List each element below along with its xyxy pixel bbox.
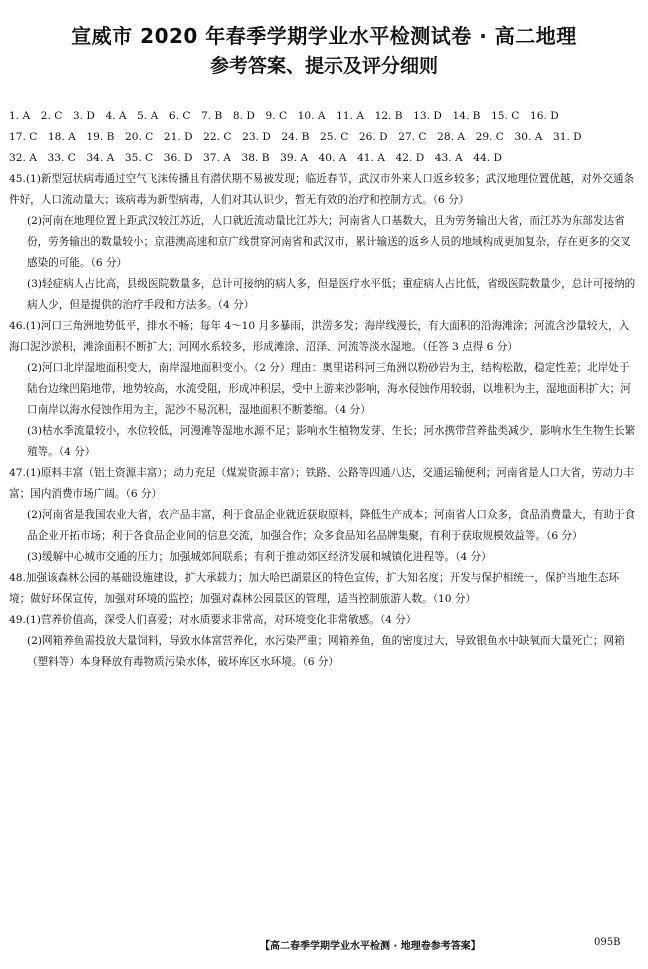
- question-part: (2)网箱养鱼需投放大量饲料，导致水体富营养化，水污染严重；网箱养鱼，鱼的密度过大，导致银鱼水中缺氧而大量死亡；网箱（塑料等）本身释放有毒物质污染水体，破坏库区水环境。（6 分）: [27, 635, 625, 668]
- document-subtitle: 参考答案、提示及评分细则: [209, 55, 438, 77]
- document-code: 095B: [594, 937, 621, 948]
- question-47: [9, 463, 639, 568]
- question-part: 49.(1)营养价值高，深受人们喜爱；对水质要求非常高，对环境变化非常敏感。（4 分）: [9, 614, 417, 626]
- question-number: 45.: [9, 173, 26, 185]
- question-part: (2)河南省是我国农业大省，农产品丰富，利于食品企业就近获取原料，降低生产成本；河南省人口众多，食品消费量大，有助于食品企业开拓市场；利于各食品企业间的信息交流，加强合作；众多食品知名品牌集聚，有利于获取规模效益等。（6 分）: [27, 509, 636, 542]
- answer-line: 17. C 18. A 19. B 20. C 21. D 22. C 23. D 24. B 25. C 26. D 27. C 28. A 29. C 30. A 31. D: [9, 131, 582, 143]
- content-area: [9, 106, 639, 673]
- answer-line: 32. A 33. C 34. A 35. C 36. D 37. A 38. B 39. A 40. A 41. A 42. D 43. A 44. D: [9, 152, 502, 164]
- document-title: 宣威市 2020 年春季学期学业水平检测试卷 · 高二地理: [71, 24, 577, 48]
- question-45: [9, 169, 639, 316]
- answer-line: 1. A 2. C 3. D 4. A 5. A 6. C 7. B 8. D 9. C 10. A 11. A 12. B 13. D 14. B 15. C 16. D: [9, 110, 559, 122]
- question-48: [9, 568, 639, 610]
- question-number: 49.: [9, 614, 26, 626]
- question-part: 46.(1)河口三角洲地势低平，排水不畅；每年 4～10 月多暴雨，洪涝多发；海岸线漫长，有大面积的沿海滩涂；河流含沙量较大，入海口泥沙淤积，滩涂面积不断扩大；河网水系较多，形成滩涂、沼泽、河流等淡水湿地。（任答 3 点得 6 分）: [9, 320, 630, 353]
- question-part: (2)河口北岸湿地面积变大，南岸湿地面积变小。（2 分）理由：奥里诺科河三角洲以粉砂岩为主，结构松散，稳定性差；北岸处于陆台边缘凹陷地带，地势较高，水流受阻，形成冲积层，受中上游来沙影响，海水侵蚀作用较弱，以堆积为主，湿地面积扩大；河口南岸以海水侵蚀作用为主，泥沙不易沉积，湿地面积不断萎缩。（4 分）: [27, 362, 631, 416]
- multiple-choice-answers: [9, 106, 639, 169]
- question-part: 47.(1)原料丰富（铝土资源丰富）；动力充足（煤炭资源丰富）；铁路、公路等四通八达，交通运输便利；河南省是人口大省，劳动力丰富；国内消费市场广阔。（6 分）: [9, 467, 635, 500]
- question-part: 48.加强该森林公园的基础设施建设，扩大承载力；加大哈巴湖景区的特色宣传，扩大知名度；开发与保护相统一，保护当地生态环境；做好环保宣传，加强对环境的监控；加强对森林公园景区的管理，适当控制旅游人数。（10 分）: [9, 572, 620, 605]
- question-number: 48.: [9, 572, 26, 584]
- question-part: (3)缓解中心城市交通的压力；加强城郊间联系；有利于推动郊区经济发展和城镇化进程等。（4 分）: [27, 551, 492, 563]
- footer-label: 【高二春季学期学业水平检测 · 地理卷参考答案】: [260, 941, 481, 952]
- question-part: (3)轻症病人占比高，县级医院数量多，总计可接纳的病人多，但是医疗水平低；重症病人占比低，省级医院数量少，总计可接纳的病人少，但是提供的治疗手段和方法多。（4 分）: [27, 278, 636, 311]
- question-number: 46.: [9, 320, 26, 332]
- question-part: (2)河南在地理位置上距武汉较江苏近，人口就近流动量比江苏大；河南省人口基数大，且为劳务输出大省，而江苏为东部发达省份，劳务输出的数量较小；京港澳高速和京广线贯穿河南省和武汉市，累计输送的返乡人员的地域构成更加复杂，存在更多的交叉感染的可能。（6 分）: [27, 215, 631, 269]
- question-number: 47.: [9, 467, 26, 479]
- question-part: 45.(1)新型冠状病毒通过空气飞沫传播且有潜伏期不易被发现；临近春节，武汉市外来人口返乡较多；武汉地理位置优越，对外交通条件好，人口流动量大；该病毒为新型病毒，人们对其认识少，暂无有效的治疗和控制方式。（6 分）: [9, 173, 635, 206]
- question-part: (3)枯水季流量较小，水位较低，河漫滩等湿地水源不足；影响水生植物发芽、生长；河水携带营养盐类减少，影响水生生物生长繁殖等。（4 分）: [27, 425, 636, 458]
- question-46: [9, 316, 639, 463]
- question-49: [9, 610, 639, 673]
